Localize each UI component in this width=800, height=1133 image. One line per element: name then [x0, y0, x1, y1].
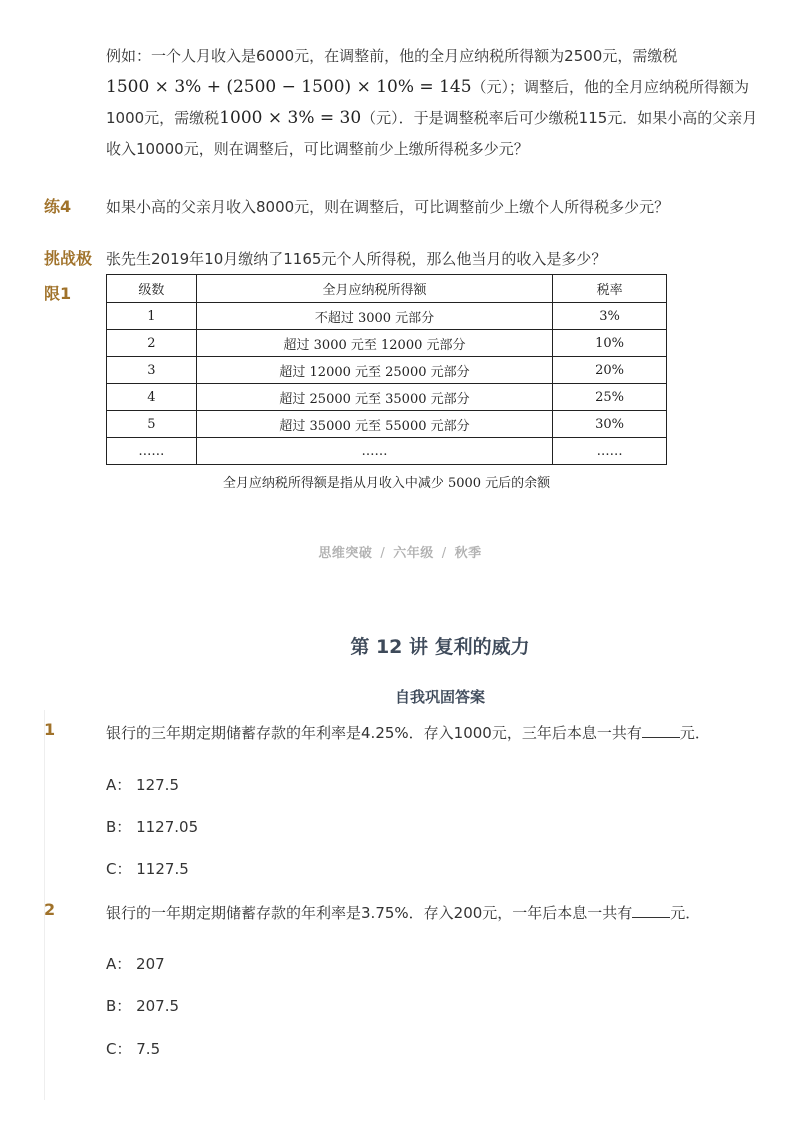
cell-level: …… — [107, 438, 197, 465]
answer-blank — [642, 723, 680, 738]
example-formula-1: 1500 × 3% + (2500 − 1500) × 10% = 145 — [106, 77, 472, 97]
example-line-3-text: （元）．于是调整税率后可少缴税115元．如果小高的父亲月 — [361, 109, 758, 127]
option-key: A： — [106, 776, 132, 794]
footer-separator: / — [380, 546, 386, 561]
cell-level: 3 — [107, 357, 197, 384]
cell-range: …… — [196, 438, 552, 465]
option-value: 1127.05 — [136, 818, 199, 836]
cell-rate: 10% — [553, 330, 667, 357]
option-key: B： — [106, 818, 132, 836]
option-value: 207.5 — [136, 997, 180, 1015]
question-1-option-b[interactable] — [106, 816, 198, 837]
practice-4-text: 如果小高的父亲月收入8000元，则在调整后，可比调整前少上缴个人所得税多少元？ — [106, 198, 670, 216]
example-line-2 — [106, 72, 750, 103]
tax-rate-table — [106, 274, 667, 465]
cell-range: 不超过 3000 元部分 — [196, 303, 552, 330]
option-value: 7.5 — [136, 1040, 161, 1058]
question-2-option-a[interactable] — [106, 953, 165, 974]
cell-rate: …… — [553, 438, 667, 465]
option-key: B： — [106, 997, 132, 1015]
header-level: 级数 — [107, 275, 197, 303]
lesson-title: 第 12 讲 复利的威力 — [350, 636, 530, 658]
question-1-option-c[interactable] — [106, 858, 189, 879]
cell-range: 超过 12000 元至 25000 元部分 — [196, 357, 552, 384]
example-formula-2: 1000 × 3% = 30 — [219, 108, 362, 128]
cell-rate: 30% — [553, 411, 667, 438]
table-row — [107, 438, 667, 465]
table-row — [107, 357, 667, 384]
option-key: C： — [106, 1040, 132, 1058]
table-row — [107, 411, 667, 438]
table-caption: 全月应纳税所得额是指从月收入中减少 5000 元后的余额 — [222, 476, 551, 491]
example-line-4: 收入10000元，则在调整后，可比调整前少上缴所得税多少元？ — [106, 140, 529, 158]
example-line-1: 例如：一个人月收入是6000元，在调整前，他的全月应纳税所得额为2500元，需缴税 — [106, 47, 678, 65]
option-value: 127.5 — [136, 776, 179, 794]
challenge-label-line-1: 挑战极 — [44, 249, 93, 268]
cell-range: 超过 3000 元至 12000 元部分 — [196, 330, 552, 357]
question-1-number: 1 — [44, 720, 56, 739]
example-line-3 — [106, 103, 758, 134]
question-2-number: 2 — [44, 900, 56, 919]
footer-separator: / — [441, 546, 447, 561]
cell-level: 2 — [107, 330, 197, 357]
cell-range: 超过 35000 元至 55000 元部分 — [196, 411, 552, 438]
cell-rate: 25% — [553, 384, 667, 411]
header-taxable-amount: 全月应纳税所得额 — [196, 275, 552, 303]
table-row — [107, 330, 667, 357]
cell-level: 5 — [107, 411, 197, 438]
answer-blank — [632, 903, 670, 918]
header-rate: 税率 — [553, 275, 667, 303]
question-2-text — [106, 902, 700, 923]
table-row — [107, 384, 667, 411]
footer-season: 秋季 — [454, 546, 482, 561]
cell-level: 4 — [107, 384, 197, 411]
footer-series: 思维突破 — [318, 546, 373, 561]
example-line-3-pre: 1000元，需缴税 — [106, 109, 220, 127]
question-1-option-a[interactable] — [106, 774, 179, 795]
challenge-text: 张先生2019年10月缴纳了1165元个人所得税，那么他当月的收入是多少？ — [106, 250, 607, 268]
question-2-stem: 银行的一年期定期储蓄存款的年利率是3.75%．存入200元，一年后本息一共有 — [106, 904, 633, 922]
practice-4-label: 练4 — [44, 197, 72, 216]
cell-range: 超过 25000 元至 35000 元部分 — [196, 384, 552, 411]
question-1-text — [106, 722, 710, 743]
challenge-label-line-2: 限1 — [44, 284, 72, 303]
footer-grade: 六年级 — [393, 546, 434, 561]
table-header-row — [107, 275, 667, 303]
cell-level: 1 — [107, 303, 197, 330]
question-1-unit: 元． — [679, 724, 710, 742]
question-2-unit: 元． — [670, 904, 701, 922]
option-key: C： — [106, 860, 132, 878]
example-line-2-text: （元）；调整后，他的全月应纳税所得额为 — [471, 78, 750, 96]
question-1-stem: 银行的三年期定期储蓄存款的年利率是4.25%．存入1000元，三年后本息一共有 — [106, 724, 642, 742]
page-footer — [0, 542, 800, 561]
cell-rate: 3% — [553, 303, 667, 330]
option-key: A： — [106, 955, 132, 973]
section-title: 自我巩固答案 — [394, 688, 485, 706]
question-2-option-b[interactable] — [106, 995, 179, 1016]
cell-rate: 20% — [553, 357, 667, 384]
option-value: 1127.5 — [136, 860, 189, 878]
question-2-option-c[interactable] — [106, 1038, 160, 1059]
table-row — [107, 303, 667, 330]
option-value: 207 — [136, 955, 165, 973]
